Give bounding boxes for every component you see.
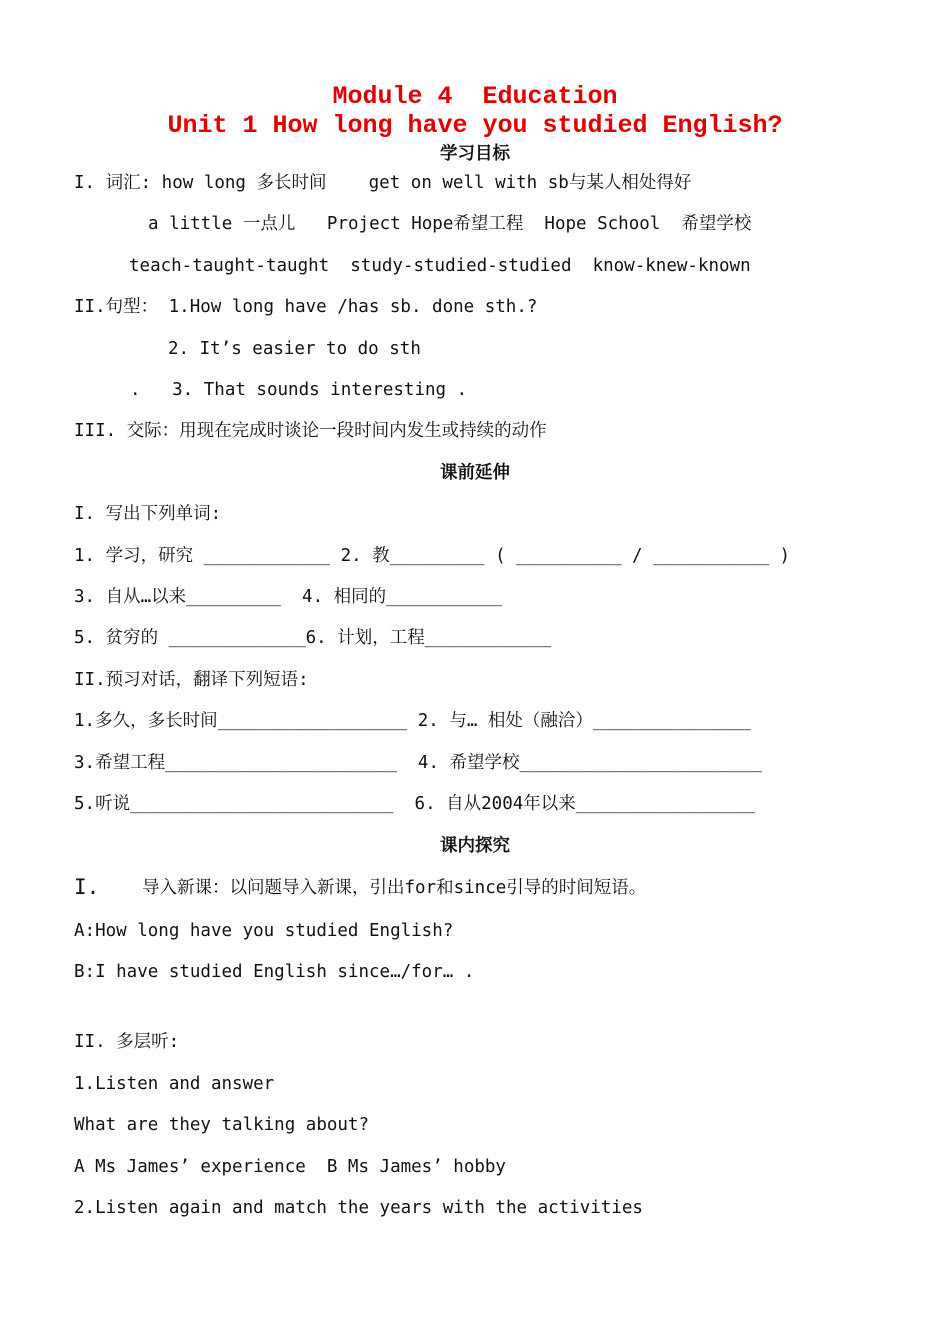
vocab-line-3: teach-taught-taught study-studied-studied know-knew-known (129, 256, 751, 276)
listen-question: What are they talking about? (74, 1115, 370, 1135)
page-title-line1: Module 4 Education (332, 82, 618, 111)
intro-text: 导入新课：以问题导入新课，引出for和since引导的时间短语。 (142, 878, 647, 898)
intro-number: I. (74, 875, 100, 899)
listen-task-1: 1.Listen and answer (74, 1074, 275, 1094)
preview-task2-title: II.预习对话，翻译下列短语: (74, 670, 309, 690)
pattern-line-1: II.句型： 1.How long have /has sb. done sth.? (74, 297, 538, 317)
preview-row-2: 3. 自从…以来_________ 4. 相同的___________ (74, 587, 503, 607)
listen-title: II. 多层听: (74, 1032, 180, 1052)
page-title-line2: Unit 1 How long have you studied English? (167, 111, 783, 140)
pattern-line-2: 2. It’s easier to do sth (168, 339, 421, 359)
dialog-b: B:I have studied English since…/for… . (74, 962, 475, 982)
listen-task-2: 2.Listen again and match the years with the activities (74, 1198, 643, 1218)
preview-row-5: 3.希望工程______________________ 4. 希望学校_______________________ (74, 753, 762, 773)
heading-objectives: 学习目标 (440, 144, 510, 164)
preview-row-1: 1. 学习，研究 ____________ 2. 教_________ ( __________ / ___________ ) (74, 546, 791, 566)
heading-explore: 课内探究 (440, 836, 510, 856)
vocab-line-1: I. 词汇: how long 多长时间 get on well with sb与某人相处得好 (74, 173, 692, 193)
preview-task1-title: I. 写出下列单词: (74, 504, 222, 524)
pattern-line-3: . 3. That sounds interesting . (130, 380, 468, 400)
dialog-a: A:How long have you studied English? (74, 921, 454, 941)
preview-row-4: 1.多久，多长时间__________________ 2. 与… 相处（融洽）_______________ (74, 711, 751, 731)
communication-line: III. 交际：用现在完成时谈论一段时间内发生或持续的动作 (74, 421, 547, 441)
preview-row-6: 5.听说_________________________ 6. 自从2004年以来_________________ (74, 794, 755, 814)
preview-row-3: 5. 贫穷的 _____________6. 计划，工程____________ (74, 628, 552, 648)
listen-options: A Ms James’ experience B Ms James’ hobby (74, 1157, 506, 1177)
vocab-line-2: a little 一点儿 Project Hope希望工程 Hope School 希望学校 (148, 214, 752, 234)
heading-preview: 课前延伸 (440, 463, 510, 483)
